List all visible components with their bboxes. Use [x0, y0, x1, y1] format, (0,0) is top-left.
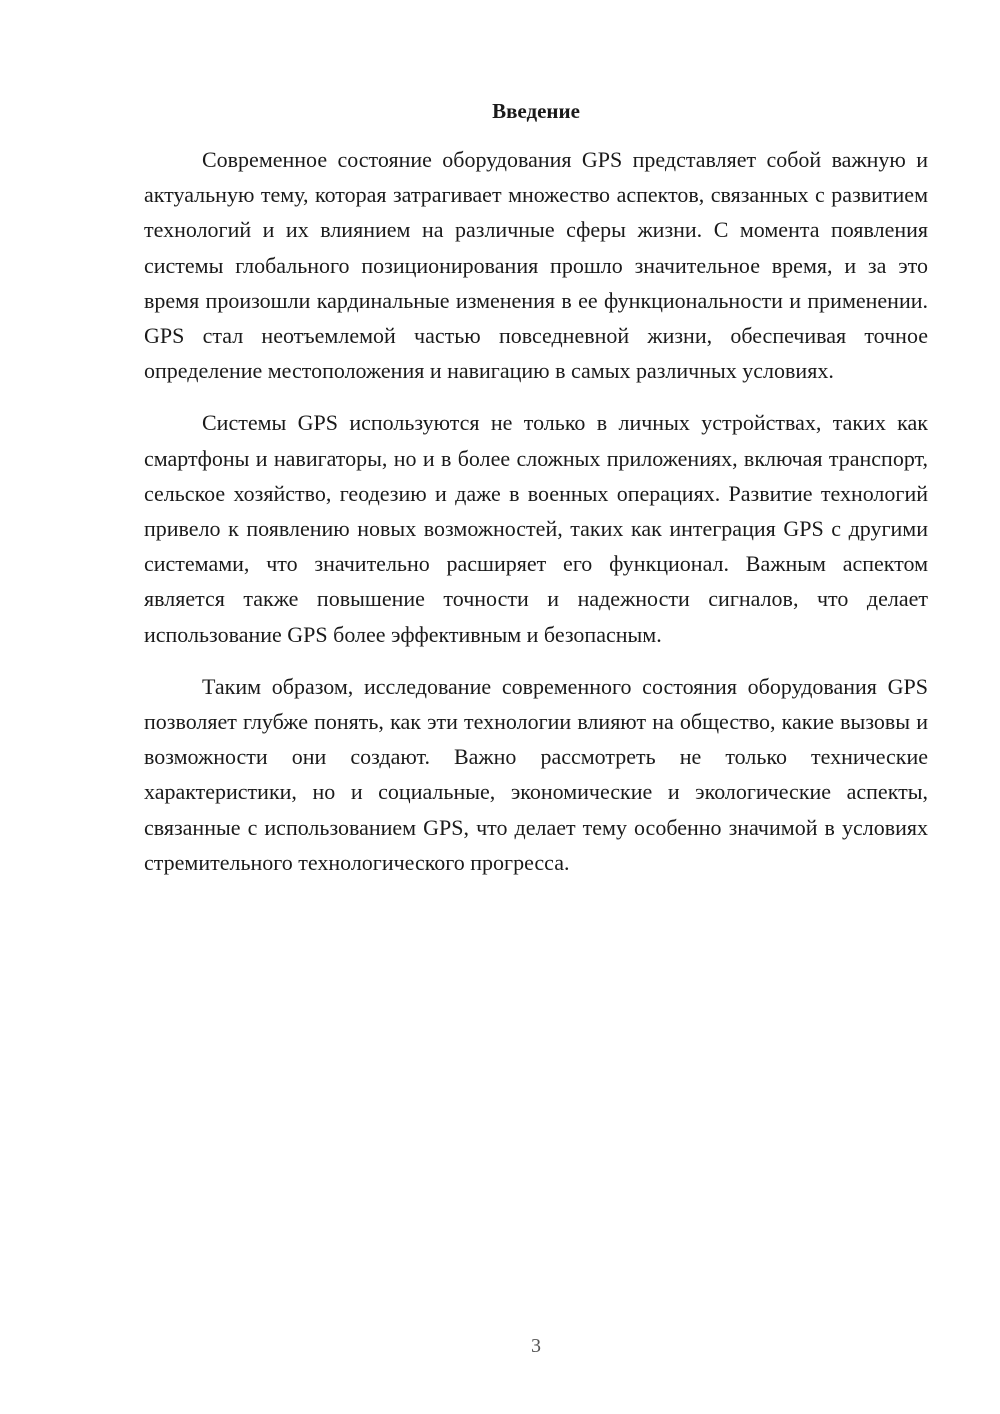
paragraph-3: Таким образом, исследование современного состояния оборудования GPS позволяет глубже понять, как эти технологии влияют на общество, какие вызовы и возможности они создают. Важно рассмотреть не только технические характеристики, но и социальные, экономические и экологические аспекты, связанные с использованием GPS, что делает тему особенно значимой в условиях стремительного технологического прогресса. — [144, 673, 928, 875]
page-number: 3 — [531, 1335, 541, 1357]
paragraph-1: Современное состояние оборудования GPS представляет собой важную и актуальную тему, которая затрагивает множество аспектов, связанных с развитием технологий и их влиянием на различные сферы жизни. С момента появления системы глобального позиционирования прошло значительное время, и за это время произошли кардинальные изменения в ее функциональности и применении. GPS стал неотъемлемой частью повседневной жизни, обеспечивая точное определение местоположения и навигацию в самых различных условиях. — [144, 147, 928, 384]
body-text — [144, 142, 928, 897]
paragraph-2: Системы GPS используются не только в личных устройствах, таких как смартфоны и навигаторы, но и в более сложных приложениях, включая транспорт, сельское хозяйство, геодезию и даже в военных операциях. Развитие технологий привело к появлению новых возможностей, таких как интеграция GPS с другими системами, что значительно расширяет его функционал. Важным аспектом является также повышение точности и надежности сигналов, что делает использование GPS более эффективным и безопасным. — [144, 410, 928, 647]
section-heading: Введение — [492, 99, 580, 123]
